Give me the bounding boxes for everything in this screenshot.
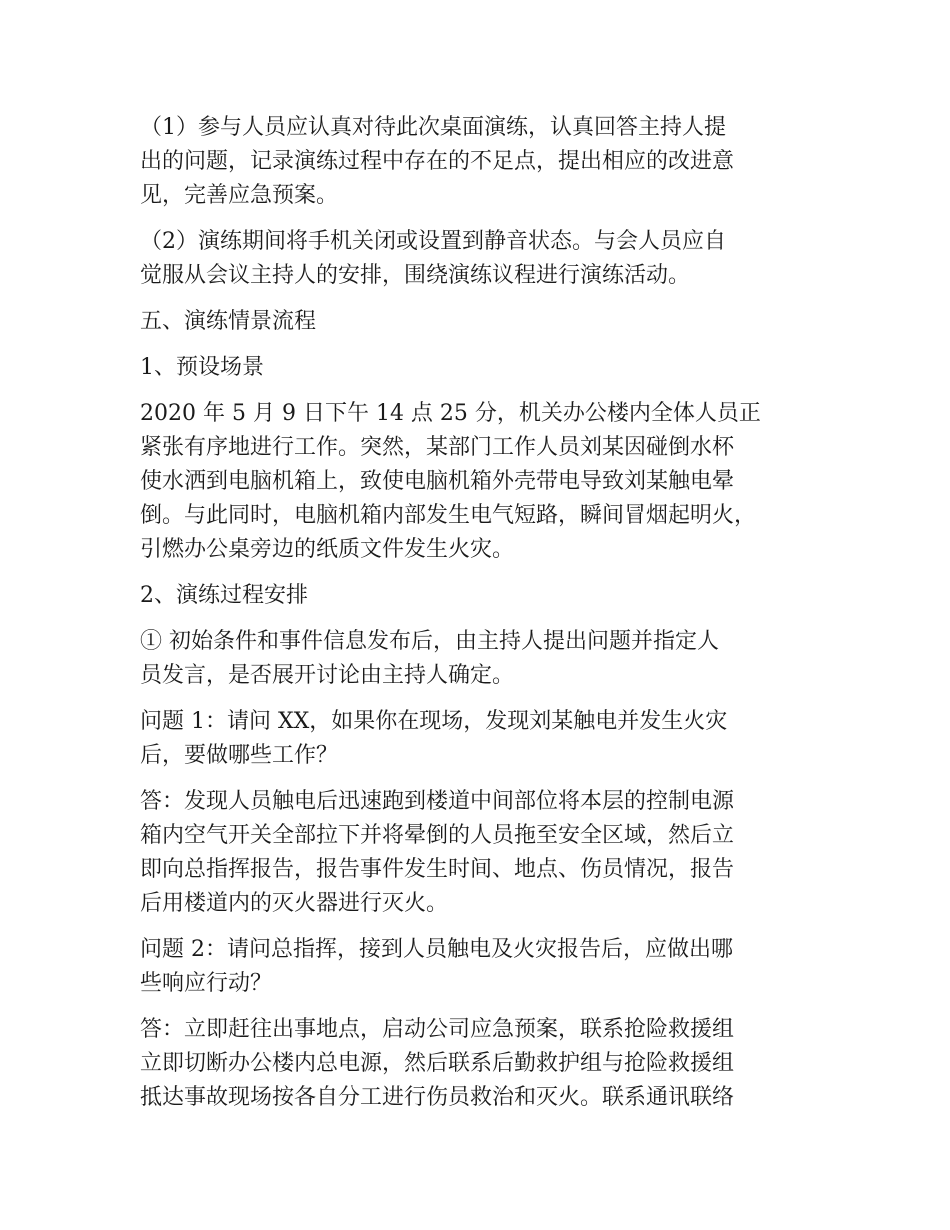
paragraph <box>140 785 820 921</box>
text-line: ① 初始条件和事件信息发布后，由主持人提出问题并指定人 <box>140 629 719 654</box>
text-line: 1、预设场景 <box>140 355 264 380</box>
paragraph <box>140 579 820 613</box>
document-body <box>140 111 820 1127</box>
text-line: 出的问题，记录演练过程中存在的不足点，提出相应的改进意 <box>140 149 735 174</box>
paragraph <box>140 625 820 693</box>
text-line: 后用楼道内的灭火器进行灭火。 <box>140 891 449 916</box>
paragraph <box>140 351 820 385</box>
text-line: 后，要做哪些工作？ <box>140 743 339 768</box>
text-line: 答：立即赶往出事地点，启动公司应急预案，联系抢险救援组 <box>140 1017 735 1042</box>
paragraph <box>140 933 820 1001</box>
text-line: 2、演练过程安排 <box>140 583 308 608</box>
paragraph <box>140 225 820 293</box>
text-line: 倒。与此同时，电脑机箱内部发生电气短路，瞬间冒烟起明火， <box>140 503 757 528</box>
text-line: （2）演练期间将手机关闭或设置到静音状态。与会人员应自 <box>140 229 726 254</box>
paragraph <box>140 705 820 773</box>
text-line: 员发言，是否展开讨论由主持人确定。 <box>140 663 515 688</box>
text-line: 立即切断办公楼内总电源，然后联系后勤救护组与抢险救援组 <box>140 1051 735 1076</box>
text-line: 见，完善应急预案。 <box>140 183 339 208</box>
text-line: 即向总指挥报告，报告事件发生时间、地点、伤员情况，报告 <box>140 857 735 882</box>
text-line: 2020 年 5 月 9 日下午 14 点 25 分，机关办公楼内全体人员正 <box>140 401 761 426</box>
text-line: 紧张有序地进行工作。突然，某部门工作人员刘某因碰倒水杯 <box>140 435 735 460</box>
text-line: 答：发现人员触电后迅速跑到楼道中间部位将本层的控制电源 <box>140 789 735 814</box>
text-line: 些响应行动？ <box>140 971 273 996</box>
paragraph <box>140 305 820 339</box>
text-line: （1）参与人员应认真对待此次桌面演练，认真回答主持人提 <box>140 115 726 140</box>
text-line: 五、演练情景流程 <box>140 309 317 334</box>
paragraph <box>140 397 820 567</box>
text-line: 引燃办公桌旁边的纸质文件发生火灾。 <box>140 537 515 562</box>
paragraph <box>140 111 820 213</box>
text-line: 问题 1：请问 XX，如果你在现场，发现刘某触电并发生火灾 <box>140 709 728 734</box>
text-line: 使水洒到电脑机箱上，致使电脑机箱外壳带电导致刘某触电晕 <box>140 469 735 494</box>
text-line: 觉服从会议主持人的安排，围绕演练议程进行演练活动。 <box>140 263 691 288</box>
text-line: 问题 2：请问总指挥，接到人员触电及火灾报告后，应做出哪 <box>140 937 733 962</box>
paragraph <box>140 1013 820 1115</box>
text-line: 箱内空气开关全部拉下并将晕倒的人员拖至安全区域，然后立 <box>140 823 735 848</box>
text-line: 抵达事故现场按各自分工进行伤员救治和灭火。联系通讯联络 <box>140 1085 735 1110</box>
